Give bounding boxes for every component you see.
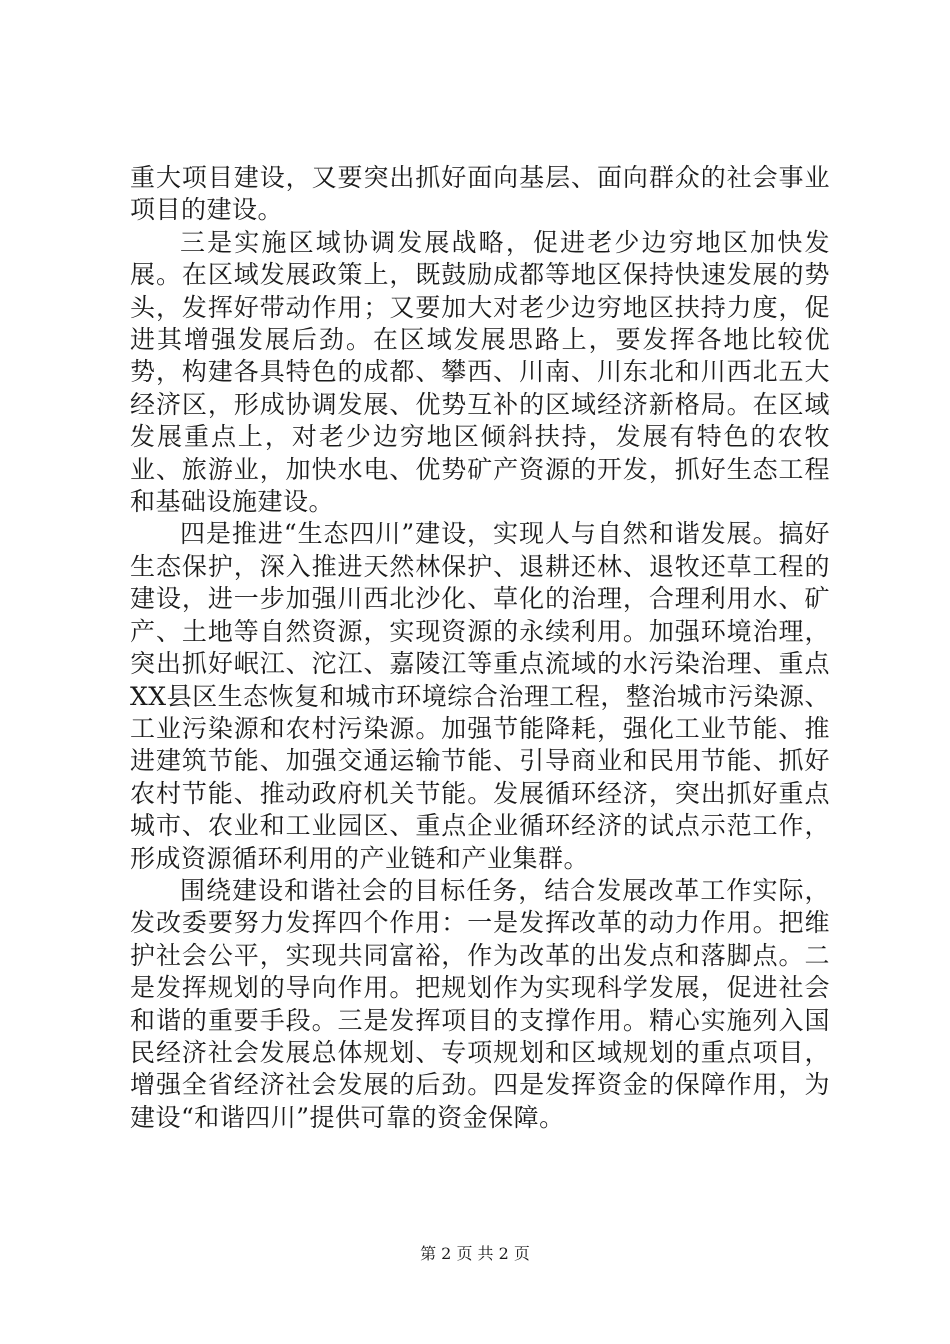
document-body bbox=[130, 162, 830, 1134]
paragraph-4: 围绕建设和谐社会的目标任务，结合发展改革工作实际，发改委要努力发挥四个作用：一是发挥改革的动力作用。把维护社会公平，实现共同富裕，作为改革的出发点和落脚点。二是发挥规划的导向作用。把规划作为实现科学发展，促进社会和谐的重要手段。三是发挥项目的支撑作用。精心实施列入国民经济社会发展总体规划、专项规划和区域规划的重点项目，增强全省经济社会发展的后劲。四是发挥资金的保障作用，为建设“和谐四川”提供可靠的资金保障。 bbox=[130, 875, 830, 1132]
paragraph-3: 四是推进“生态四川”建设，实现人与自然和谐发展。搞好生态保护，深入推进天然林保护、退耕还林、退牧还草工程的建设，进一步加强川西北沙化、草化的治理，合理利用水、矿产、土地等自然资源，实现资源的永续利用。加强环境治理，突出抓好岷江、沱江、嘉陵江等重点流域的水污染治理、重点XX县区生态恢复和城市环境综合治理工程，整治城市污染源、工业污染源和农村污染源。加强节能降耗，强化工业节能、推进建筑节能、加强交通运输节能、引导商业和民用节能、抓好农村节能、推动政府机关节能。发展循环经济，突出抓好重点城市、农业和工业园区、重点企业循环经济的试点示范工作，形成资源循环利用的产业链和产业集群。 bbox=[130, 519, 830, 873]
page-number-label: 第 2 页 共 2 页 bbox=[420, 1244, 530, 1263]
page-footer bbox=[0, 1243, 950, 1265]
paragraph-2: 三是实施区域协调发展战略，促进老少边穷地区加快发展。在区域发展政策上，既鼓励成都等地区保持快速发展的势头，发挥好带动作用；又要加大对老少边穷地区扶持力度，促进其增强发展后劲。在区域发展思路上，要发挥各地比较优势，构建各具特色的成都、攀西、川南、川东北和川西北五大经济区，形成协调发展、优势互补的区域经济新格局。在区域发展重点上，对老少边穷地区倾斜扶持，发展有特色的农牧业、旅游业，加快水电、优势矿产资源的开发，抓好生态工程和基础设施建设。 bbox=[130, 227, 830, 517]
paragraph-1: 重大项目建设，又要突出抓好面向基层、面向群众的社会事业项目的建设。 bbox=[130, 163, 830, 225]
